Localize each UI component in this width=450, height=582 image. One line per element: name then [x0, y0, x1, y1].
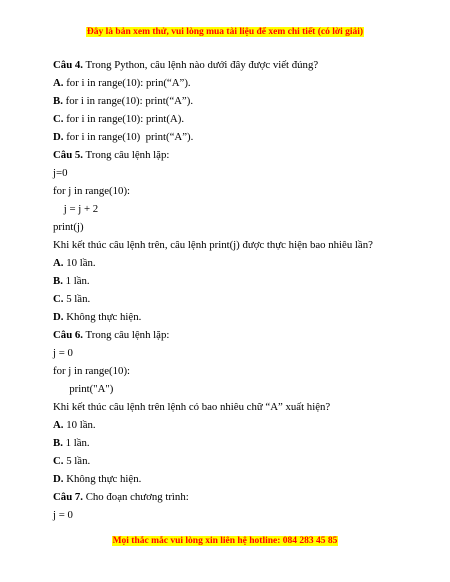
document-line: [53, 470, 433, 488]
line-text: print(j): [53, 221, 84, 233]
question-label: C.: [53, 455, 64, 467]
line-text: j = j + 2: [53, 203, 99, 215]
line-text: j=0: [53, 167, 68, 179]
document-line: [53, 182, 433, 200]
line-text: for j in range(10):: [53, 365, 131, 377]
document-line: [53, 308, 433, 326]
document-line: [53, 56, 433, 74]
question-label: C.: [53, 113, 64, 125]
document-line: [53, 92, 433, 110]
preview-notice-banner: [0, 27, 450, 37]
question-label: A.: [53, 257, 64, 269]
line-text: for j in range(10):: [53, 185, 131, 197]
line-text: for i in range(10) print(“A”).: [63, 131, 194, 143]
line-text: Không thực hiện.: [63, 311, 142, 323]
hotline-footer-banner: [0, 536, 450, 546]
document-line: [53, 272, 433, 290]
line-text: 1 lần.: [62, 275, 90, 287]
document-line: [53, 218, 433, 236]
line-text: 5 lần.: [63, 455, 91, 467]
document-line: [53, 506, 433, 524]
document-line: [53, 362, 433, 380]
question-label: B.: [53, 275, 63, 287]
line-text: Trong Python, câu lệnh nào dưới đây được viết đúng?: [83, 59, 319, 71]
question-label: A.: [53, 77, 64, 89]
document-line: [53, 254, 433, 272]
preview-notice-text: Đây là bản xem thử, vui lòng mua tài liệu để xem chi tiết (có lời giải): [86, 27, 364, 37]
document-line: [53, 236, 433, 254]
document-line: [53, 488, 433, 506]
line-text: Khi kết thúc câu lệnh trên, câu lệnh print(j) được thực hiện bao nhiêu lần?: [53, 239, 373, 251]
line-text: Trong câu lệnh lặp:: [83, 149, 170, 161]
question-label: Câu 4.: [53, 59, 83, 71]
line-text: print("A"): [53, 383, 114, 395]
document-line: [53, 326, 433, 344]
document-line: [53, 434, 433, 452]
line-text: 10 lần.: [63, 257, 96, 269]
question-label: D.: [53, 473, 64, 485]
document-line: [53, 74, 433, 92]
document-line: [53, 164, 433, 182]
line-text: for i in range(10): print(“A”).: [62, 95, 194, 107]
question-label: B.: [53, 437, 63, 449]
question-label: Câu 5.: [53, 149, 83, 161]
document-body: [53, 56, 433, 524]
question-label: B.: [53, 95, 63, 107]
line-text: for i in range(10): prin(“A”).: [63, 77, 191, 89]
line-text: j = 0: [53, 347, 73, 359]
document-line: [53, 380, 433, 398]
line-text: Khi kết thúc câu lệnh trên lệnh có bao nhiêu chữ “A” xuất hiện?: [53, 401, 331, 413]
question-label: C.: [53, 293, 64, 305]
line-text: Trong câu lệnh lặp:: [83, 329, 170, 341]
line-text: 5 lần.: [63, 293, 91, 305]
document-line: [53, 416, 433, 434]
document-line: [53, 146, 433, 164]
document-line: [53, 290, 433, 308]
line-text: j = 0: [53, 509, 73, 521]
document-line: [53, 398, 433, 416]
line-text: Cho đoạn chương trình:: [83, 491, 189, 503]
question-label: Câu 6.: [53, 329, 83, 341]
question-label: D.: [53, 311, 64, 323]
line-text: for i in range(10): print(A).: [63, 113, 185, 125]
question-label: A.: [53, 419, 64, 431]
document-line: [53, 110, 433, 128]
question-label: Câu 7.: [53, 491, 83, 503]
line-text: 1 lần.: [62, 437, 90, 449]
line-text: Không thực hiện.: [63, 473, 142, 485]
document-line: [53, 452, 433, 470]
question-label: D.: [53, 131, 64, 143]
hotline-text: Mọi thắc mắc vui lòng xin liên hệ hotline: 084 283 45 85: [112, 536, 338, 546]
document-line: [53, 344, 433, 362]
line-text: 10 lần.: [63, 419, 96, 431]
document-line: [53, 128, 433, 146]
document-line: [53, 200, 433, 218]
